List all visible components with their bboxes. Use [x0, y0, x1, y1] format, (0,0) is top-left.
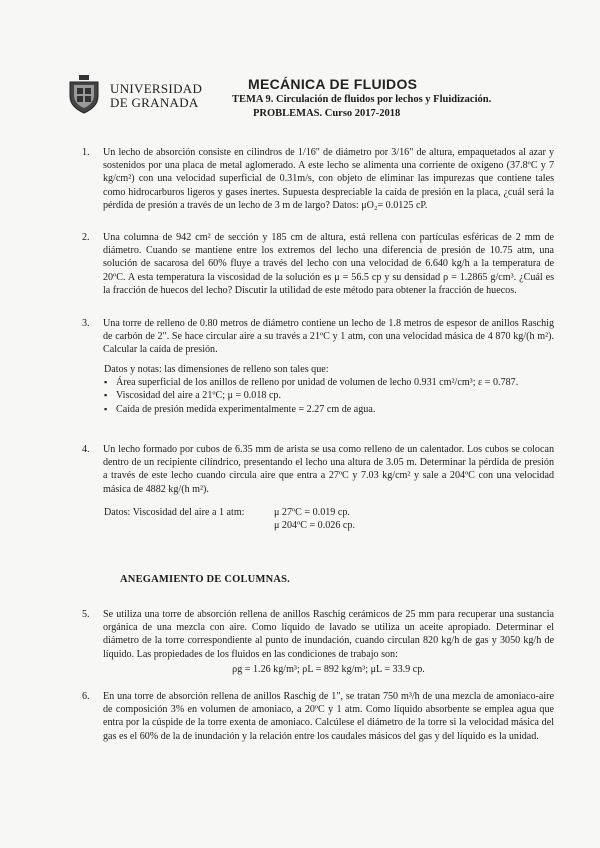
problem-text: Una torre de relleno de 0.80 metros de diámetro contiene un lecho de 1.8 metros de espesor de anillos Raschig de carbón de 2". Se hace circular aire a su través a 21ºC y 1 atm, con una velocidad másica de 4 870 kg/(h m²). Calcular la caída de presión.: [103, 318, 554, 356]
problem-1: [82, 146, 554, 212]
topic-subtitle: TEMA 9. Circulación de fluidos por lechos y Fluidización.: [232, 94, 492, 105]
notes-list: [104, 376, 554, 416]
problem-number: 3.: [82, 318, 90, 329]
problem-number: 4.: [82, 444, 90, 455]
problem-2: [82, 231, 554, 297]
university-name: [110, 82, 202, 110]
problem-text: Un lecho de absorción consiste en cilindros de 1/16" de diámetro por 3/16" de altura, empaquetados al azar y sostenidos por una placa de metal aglomerado. A este lecho se alimenta una corriente de oxígeno (37.8ºC y 7 kg/cm²) con una velocidad superficial de 0.31m/s, con objeto de eliminar las impurezas que contiene tales como hidrocarburos ligeros y gases inertes. Supuesta despreciable la caída de presión en la placa, ¿cuál será la pérdida de presión a través de un lecho de 3 m de largo? Datos: μO₂= 0.0125 cP.: [103, 147, 554, 211]
section-heading: ANEGAMIENTO DE COLUMNAS.: [120, 574, 290, 585]
problem-number: 2.: [82, 232, 90, 243]
page-title: MECÁNICA DE FLUIDOS: [248, 76, 418, 92]
problem-3: [82, 317, 554, 357]
problem-text: En una torre de absorción rellena de anillos Raschig de 1", se tratan 750 m³/h de una mezcla de amoniaco-aire de composición 3% en volumen de amoniaco, a 20ºC y 1 atm. Como líquido absorbente se emplea agua que entra por la cúspide de la torre exenta de amoniaco. Calcúlese el diámetro de la torre si la velocidad másica del gas es el 60% de la de inundación y la relación entre los caudales másicos del gas y del líquido es la unidad.: [103, 691, 554, 742]
problem-6: [82, 690, 554, 743]
course-line: PROBLEMAS. Curso 2017-2018: [253, 108, 401, 119]
problem-4-data-label: Datos: Viscosidad del aire a 1 atm:: [104, 507, 245, 518]
problem-text: Una columna de 942 cm² de sección y 185 cm de altura, está rellena con partículas esféricas de 2 mm de diámetro. Cuando se mantiene entre los extremos del lecho una diferencia de presión de 10.75 atm, una solución de sacarosa del 60% fluye a través del lecho con una velocidad de 6.640 kg/h a la temperatura de 20ºC. A esta temperatura la viscosidad de la solución es μ = 56.5 cp y su densidad ρ = 1.2865 g/cm³. ¿Cuál es la fracción de huecos del lecho? Discutir la utilidad de este método para obtener la fracción de huecos.: [103, 232, 554, 296]
university-line1: UNIVERSIDAD: [110, 81, 203, 96]
viscosity-27: μ 27ºC = 0.019 cp.: [274, 507, 350, 518]
university-crest-icon: [66, 74, 102, 114]
university-line2: DE GRANADA: [110, 95, 199, 110]
problem-5: [82, 608, 554, 676]
problem-number: 6.: [82, 691, 90, 702]
problem-3-notes: [104, 363, 554, 416]
properties-formula: ρg = 1.26 kg/m³; ρL = 892 kg/m³; μL = 33.9 cp.: [232, 663, 425, 675]
problem-text: Un lecho formado por cubos de 6.35 mm de arista se usa como relleno de un calentador. Los cubos se colocan dentro de un recipiente cilíndrico, presentando el lecho una altura de 3.05 m. Determinar la pérdida de presión a través de este lecho cuando circula aire que entra a 27ºC y 7.03 kg/cm² y sale a 204ºC con una velocidad másica de 4882 kg/(h m²).: [103, 444, 554, 495]
list-item: ▪ Área superficial de los anillos de relleno por unidad de volumen de lecho 0.931 cm²/cm³; ε = 0.787.: [104, 376, 554, 389]
problem-number: 1.: [82, 147, 90, 158]
problem-text: Se utiliza una torre de absorción rellena de anillos Raschig cerámicos de 25 mm para recuperar una sustancia orgánica de una mezcla con aire. Como líquido de lavado se utiliza un aceite apropiado. Determinar el diámetro de la torre correspondiente al punto de inundación, cuando circulan 820 kg/h de gas y 3050 kg/h de líquido. Las propiedades de los fluidos en las condiciones de trabajo son:: [103, 609, 554, 660]
problem-4: [82, 443, 554, 496]
viscosity-204: μ 204ºC = 0.026 cp.: [274, 520, 355, 531]
notes-intro: Datos y notas: las dimensiones de relleno son tales que:: [104, 364, 329, 375]
problem-number: 5.: [82, 609, 90, 620]
list-item: ▪ Caída de presión medida experimentalmente = 2.27 cm de agua.: [104, 403, 554, 416]
list-item: ▪ Viscosidad del aire a 21ºC; μ = 0.018 cp.: [104, 389, 554, 402]
